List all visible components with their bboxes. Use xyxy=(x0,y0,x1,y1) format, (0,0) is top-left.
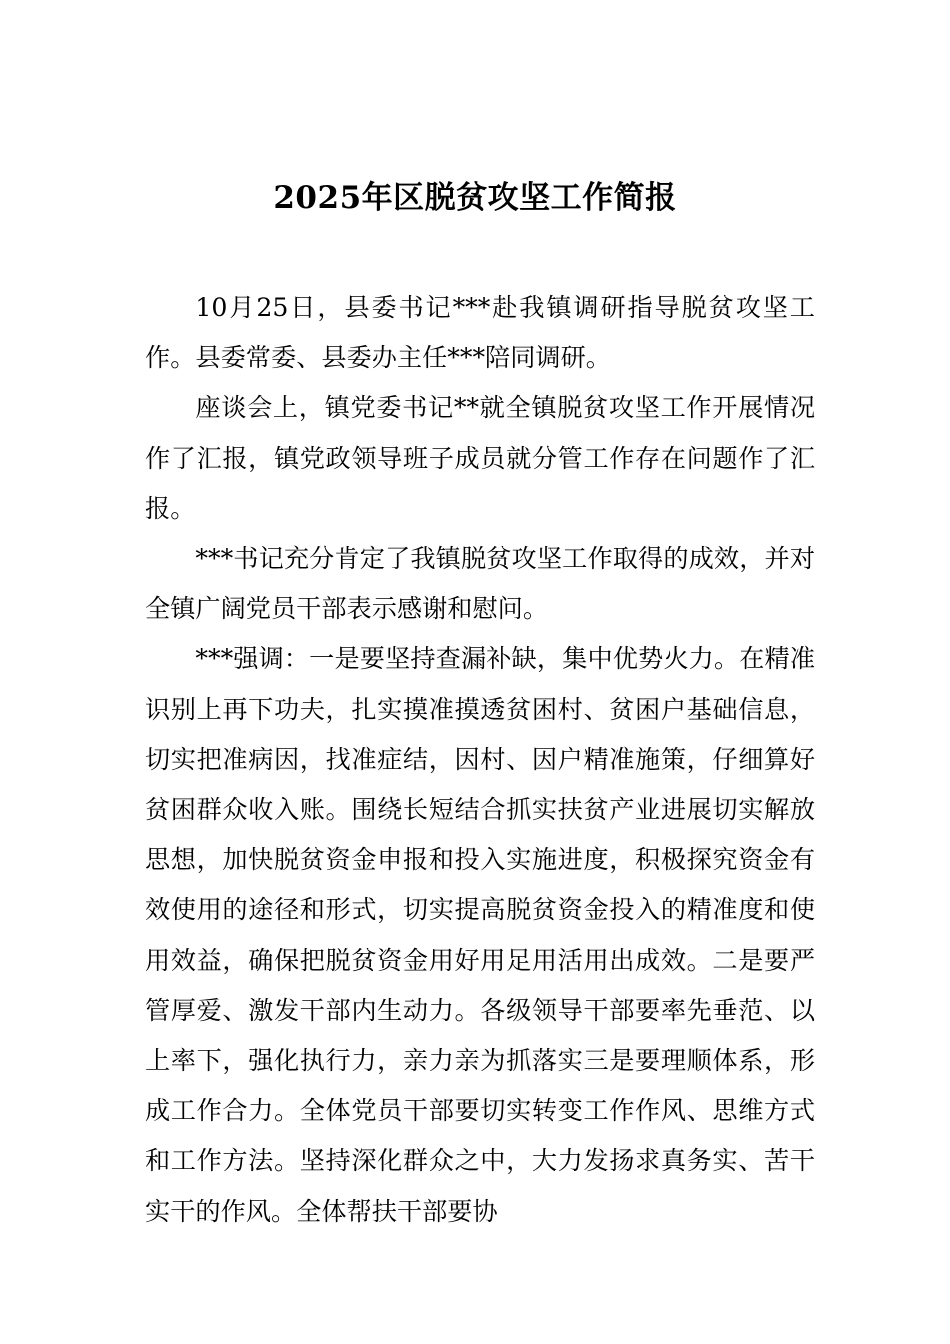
paragraph-3: ***书记充分肯定了我镇脱贫攻坚工作取得的成效，并对全镇广阔党员干部表示感谢和慰问。 xyxy=(145,544,815,624)
document-title: 2025年区脱贫攻坚工作简报 xyxy=(273,180,677,216)
paragraph-2: 座谈会上，镇党委书记**就全镇脱贫攻坚工作开展情况作了汇报，镇党政领导班子成员就分管工作存在问题作了汇报。 xyxy=(145,393,815,523)
paragraph-4: ***强调：一是要坚持查漏补缺，集中优势火力。在精准识别上再下功夫，扎实摸准摸透贫困村、贫困户基础信息，切实把准病因，找准症结，因村、因户精准施策，仔细算好贫困群众收入账。围绕长短结合抓实扶贫产业进展切实解放思想，加快脱贫资金申报和投入实施进度，积极探究资金有效使用的途径和形式，切实提高脱贫资金投入的精准度和使用效益，确保把脱贫资金用好用足用活用出成效。二是要严管厚爱、激发干部内生动力。各级领导干部要率先垂范、以上率下，强化执行力，亲力亲为抓落实三是要理顺体系，形成工作合力。全体党员干部要切实转变工作作风、思维方式和工作方法。坚持深化群众之中，大力发扬求真务实、苦干实干的作风。全体帮扶干部要协 xyxy=(145,644,815,1226)
paragraph-1: 10月25日，县委书记***赴我镇调研指导脱贫攻坚工作。县委常委、县委办主任***陪同调研。 xyxy=(145,293,815,373)
document-body xyxy=(145,283,815,1237)
